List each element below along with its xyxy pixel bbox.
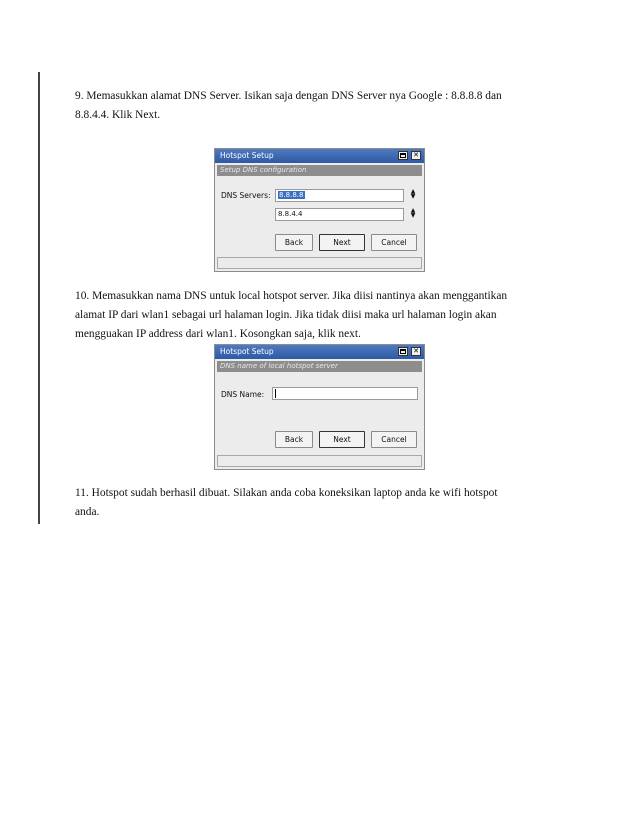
paragraph-step-9 <box>75 87 570 125</box>
cancel-button[interactable]: Cancel <box>371 431 417 448</box>
dns-server-2-value: 8.8.4.4 <box>278 210 303 218</box>
cancel-button[interactable]: Cancel <box>371 234 417 251</box>
section-header: DNS name of local hotspot server <box>217 361 422 372</box>
status-bar <box>217 455 422 467</box>
maximize-icon[interactable] <box>398 151 408 160</box>
text-line: mengguakan IP address dari wlan1. Kosongkan saja, klik next. <box>75 328 361 340</box>
close-icon[interactable]: ✕ <box>411 347 421 356</box>
text-line: 10. Memasukkan nama DNS untuk local hotspot server. Jika diisi nantinya akan menggantikan <box>75 290 508 302</box>
status-bar <box>217 257 422 269</box>
text-line: 9. Memasukkan alamat DNS Server. Isikan saja dengan DNS Server nya Google : 8.8.8.8 dan <box>75 90 502 102</box>
paragraph-step-11 <box>75 484 570 522</box>
paragraph-step-10 <box>75 287 570 344</box>
dialog-title: Hotspot Setup <box>220 151 274 160</box>
margin-line <box>38 72 40 524</box>
close-icon[interactable]: ✕ <box>411 151 421 160</box>
title-bar <box>215 149 424 163</box>
title-bar <box>215 345 424 359</box>
text-line: 8.8.4.4. Klik Next. <box>75 109 161 121</box>
hotspot-setup-dialog-dns-name <box>214 344 425 470</box>
dns-name-field[interactable] <box>272 387 418 400</box>
section-header: Setup DNS configuration <box>217 165 422 176</box>
hotspot-setup-dialog-dns-servers <box>214 148 425 272</box>
text-line: 11. Hotspot sudah berhasil dibuat. Silakan anda coba koneksikan laptop anda ke wifi hotspot <box>75 487 498 499</box>
maximize-icon[interactable] <box>398 347 408 356</box>
next-button[interactable]: Next <box>319 234 365 251</box>
dns-name-label: DNS Name: <box>221 390 265 399</box>
dialog-title: Hotspot Setup <box>220 347 274 356</box>
dns-server-1-value: 8.8.8.8 <box>279 191 304 199</box>
text-cursor <box>275 389 276 398</box>
dns-server-2-field[interactable] <box>275 208 404 221</box>
text-line: anda. <box>75 506 100 518</box>
back-button[interactable]: Back <box>275 234 313 251</box>
text-line: alamat IP dari wlan1 sebagai url halaman login. Jika tidak diisi maka url halaman login akan <box>75 309 497 321</box>
next-button[interactable]: Next <box>319 431 365 448</box>
back-button[interactable]: Back <box>275 431 313 448</box>
updown-arrows-icon[interactable]: ▲ ▼ <box>410 188 416 200</box>
dns-servers-label: DNS Servers: <box>221 191 271 200</box>
updown-arrows-icon[interactable]: ▲ ▼ <box>410 207 416 219</box>
dns-server-1-field[interactable] <box>275 189 404 202</box>
